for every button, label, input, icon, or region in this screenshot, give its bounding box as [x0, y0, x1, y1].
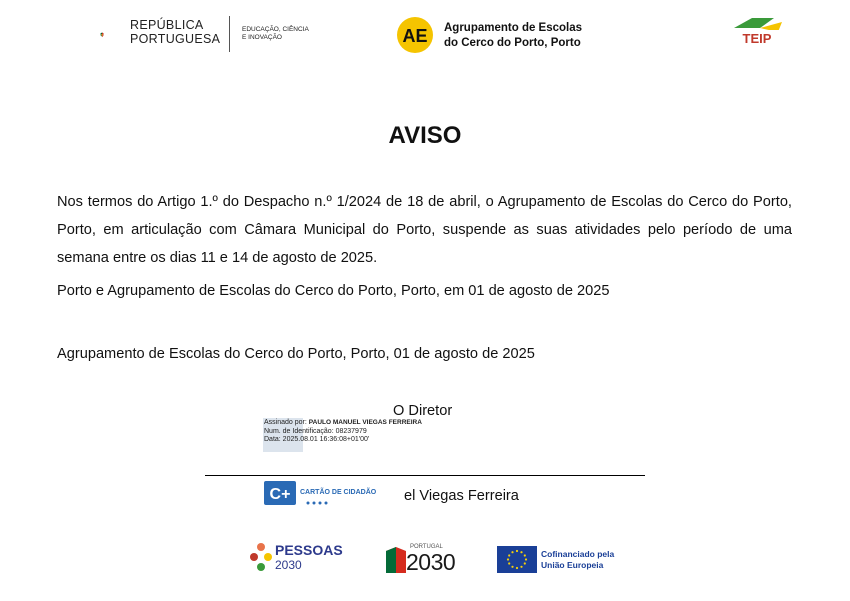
eu-flag-icon — [497, 546, 537, 573]
cartao-cidadao-label: CARTÃO DE CIDADÃO — [300, 489, 377, 496]
notice-paragraph: Nos termos do Artigo 1.º do Despacho n.º 1/2024 de 18 de abril, o Agrupamento de Escolas do Cerco do Porto, Porto, em articulação com Câmara Municipal do Porto, suspende as suas atividades pelo período de uma semana entre os dias 11 e 14 de agosto de 2025. — [57, 194, 792, 266]
pessoas-year: 2030 — [275, 558, 302, 572]
ae-cerco-logo — [396, 16, 434, 54]
school-name-header: Agrupamento de Escolas do Cerco do Porto, Porto — [444, 22, 583, 49]
portugal-2030-year: 2030 — [406, 549, 456, 575]
signature-date-line: Agrupamento de Escolas do Cerco do Porto, Porto, 01 de agosto de 2025 — [57, 346, 535, 362]
pessoas-2030-icon — [248, 541, 274, 575]
republica-portuguesa-emblem — [100, 14, 130, 56]
ministry-text: EDUCAÇÃO, CIÊNCIA E INOVAÇÃO — [242, 26, 309, 41]
place-date-line: Porto e Agrupamento de Escolas do Cerco do Porto, Porto, em 01 de agosto de 2025 — [57, 283, 610, 299]
signature-line — [205, 475, 645, 476]
eu-cofinancing-text: Cofinanciado pela União Europeia — [541, 549, 615, 570]
svg-text:C+: C+ — [269, 486, 291, 503]
svg-text:AE: AE — [402, 26, 428, 46]
teip-logo — [730, 14, 786, 56]
portugal-2030-icon — [384, 543, 408, 577]
page-title: AVISO — [388, 122, 462, 149]
director-role: O Diretor — [393, 403, 453, 419]
portugal-label: PORTUGAL — [410, 544, 443, 550]
signer-name: el Viegas Ferreira — [404, 488, 519, 504]
header-divider — [229, 16, 230, 52]
republica-portuguesa-text: REPÚBLICA PORTUGUESA — [130, 18, 221, 46]
pessoas-label: PESSOAS — [275, 542, 343, 558]
digital-signature-info: Assinado por: PAULO MANUEL VIEGAS FERREIRA Num. de Identificação: 08237979 Data: 2025.08.01 16:36:08+01'00' — [264, 419, 422, 443]
svg-text:TEIP: TEIP — [742, 31, 772, 46]
